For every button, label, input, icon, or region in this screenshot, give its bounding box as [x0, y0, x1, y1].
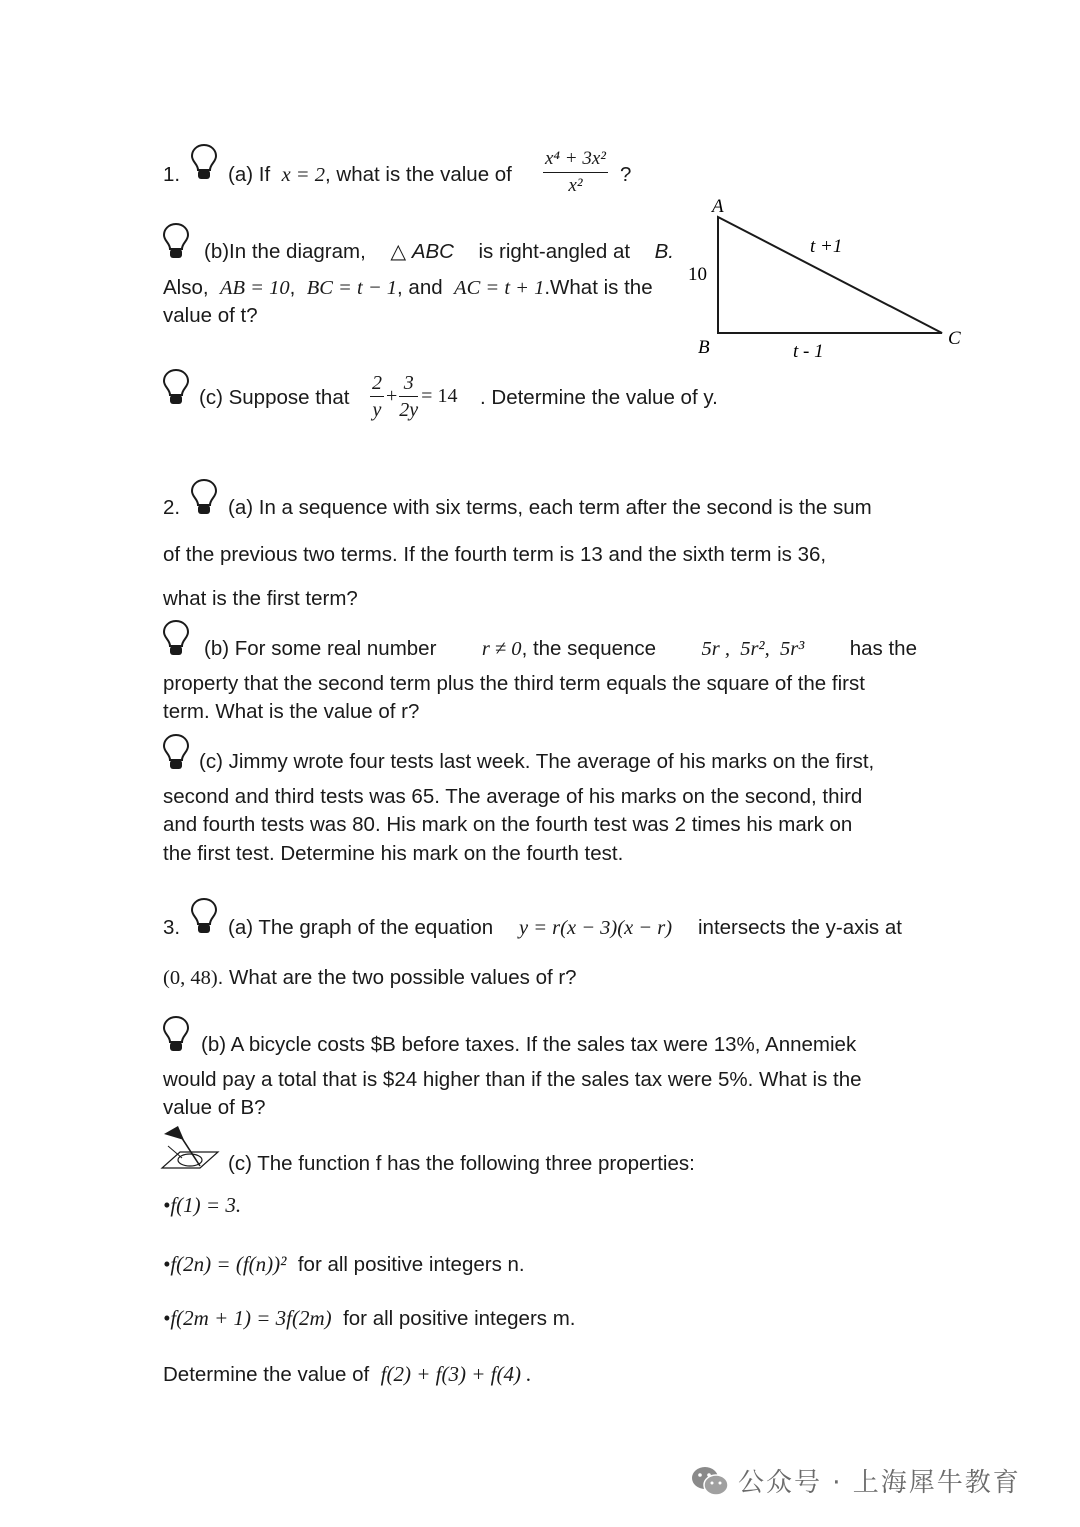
- q3b-line1: (b) A bicycle costs $B before taxes. If the sales tax were 13%, Annemiek: [201, 1033, 857, 1056]
- vertex-a-label: A: [712, 196, 724, 217]
- lightbulb-icon: [190, 897, 218, 935]
- q3c-intro: (c) The function f has the following three properties:: [228, 1152, 695, 1175]
- side-bc-label: t - 1: [793, 341, 824, 362]
- q1a-text: (a) If x = 2, what is the value of: [228, 163, 512, 186]
- q1c-suffix: . Determine the value of y.: [480, 386, 718, 409]
- q3c-property-2: •f(2n) = (f(n))² for all positive integers n.: [163, 1252, 525, 1276]
- q2a-line2: of the previous two terms. If the fourth term is 13 and the sixth term is 36,: [163, 543, 827, 566]
- flag-target-icon: [160, 1122, 220, 1172]
- q2a-line3: what is the first term?: [163, 587, 358, 610]
- q3b-line3: value of B?: [163, 1096, 266, 1119]
- q1b-line3: value of t?: [163, 304, 258, 327]
- q1-number: 1.: [163, 163, 181, 186]
- q3b-line2: would pay a total that is $24 higher than if the sales tax were 5%. What is the: [163, 1068, 862, 1091]
- lightbulb-icon: [162, 619, 190, 657]
- q2c-line3: and fourth tests was 80. His mark on the fourth test was 2 times his mark on: [163, 813, 853, 836]
- watermark-text: 公众号 · 上海犀牛教育: [738, 1468, 1021, 1498]
- q1b-line2: Also, AB = 10, BC = t − 1, and AC = t + 1.What is the: [163, 276, 653, 299]
- lightbulb-icon: [162, 1015, 190, 1053]
- lightbulb-icon: [162, 368, 190, 406]
- lightbulb-icon: [190, 143, 218, 181]
- q3-number: 3.: [163, 916, 181, 939]
- q2a-line1: (a) In a sequence with six terms, each term after the second is the sum: [228, 496, 872, 519]
- q1a-fraction: $\frac{\text{x⁴ + 3x²}}{\text{x²}}$: [545, 148, 606, 196]
- q3c-final: Determine the value of f(2) + f(3) + f(4) .: [163, 1362, 532, 1386]
- vertex-c-label: C: [948, 328, 961, 349]
- q3c-property-3: •f(2m + 1) = 3f(2m) for all positive integers m.: [163, 1306, 576, 1330]
- q2b-line1: (b) For some real number r ≠ 0, the sequence 5r , 5r², 5r³ has the: [204, 637, 917, 660]
- q3a-prefix: (a) The graph of the equation: [228, 916, 494, 939]
- q1a-equation: x = 2: [281, 164, 325, 186]
- q3a-equation: y = r(x − 3)(x − r): [519, 917, 673, 939]
- q2c-line4: the first test. Determine his mark on the fourth test.: [163, 842, 624, 865]
- lightbulb-icon: [162, 222, 190, 260]
- q3c-property-1: •f(1) = 3.: [163, 1193, 242, 1217]
- watermark: [690, 1462, 1021, 1499]
- lightbulb-icon: [162, 733, 190, 771]
- q1a-question-mark: ?: [620, 163, 632, 186]
- lightbulb-icon: [190, 478, 218, 516]
- side-ab-label: 10: [688, 264, 707, 285]
- q1b-line1: (b)In the diagram, △ ABC is right-angled at B.: [204, 240, 674, 263]
- q2b-line3: term. What is the value of r?: [163, 700, 420, 723]
- q2-number: 2.: [163, 496, 181, 519]
- triangle-abc: [718, 217, 942, 333]
- q2c-line1: (c) Jimmy wrote four tests last week. The average of his marks on the first,: [199, 750, 875, 773]
- vertex-b-label: B: [698, 337, 710, 358]
- side-ac-label: t +1: [810, 236, 843, 257]
- q1c-prefix: (c) Suppose that: [199, 386, 350, 409]
- q2c-line2: second and third tests was 65. The average of his marks on the second, third: [163, 785, 863, 808]
- q2b-line2: property that the second term plus the third term equals the square of the first: [163, 672, 865, 695]
- q3a-line2: (0, 48). What are the two possible values of r?: [163, 966, 577, 989]
- triangle-diagram: [680, 190, 980, 370]
- wechat-icon: [690, 1464, 730, 1498]
- q3a-suffix: intersects the y-axis at: [698, 916, 902, 939]
- q1c-equation: $\frac{2}{y}$ + $\frac{3}{2y}$ = 14: [372, 372, 458, 421]
